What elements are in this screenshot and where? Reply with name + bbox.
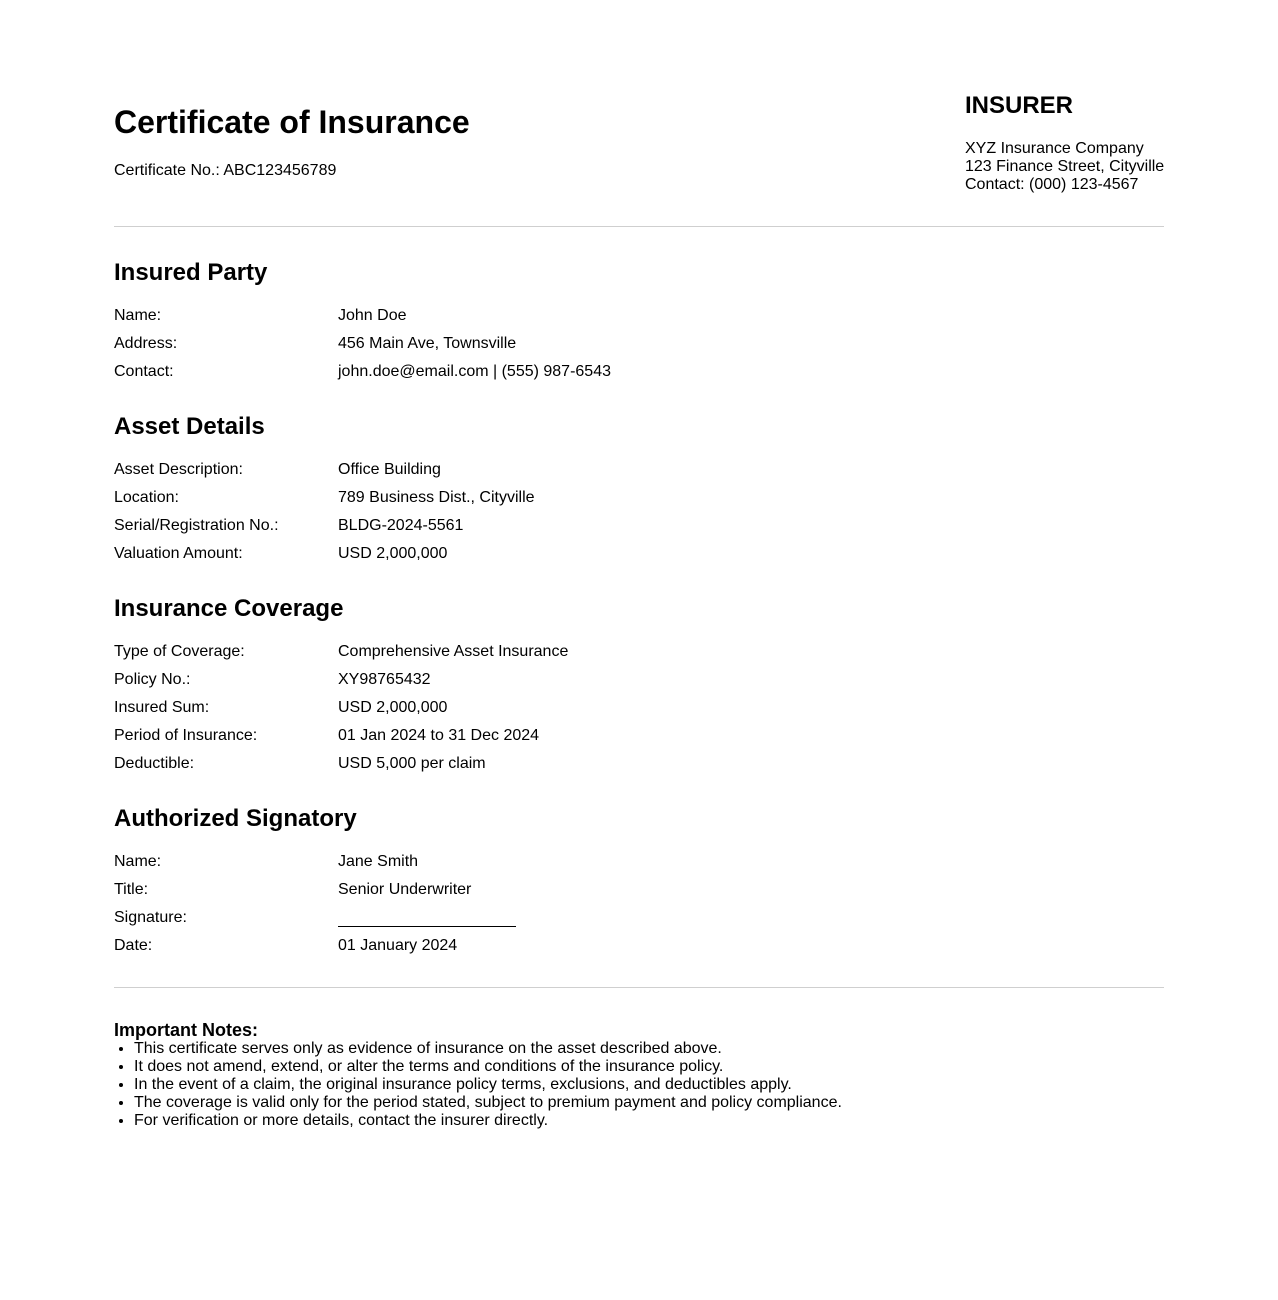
field-row xyxy=(114,881,1164,909)
signature-date: 01 January 2024 xyxy=(338,937,458,954)
certificate-header xyxy=(114,0,1164,227)
field-value: USD 2,000,000 xyxy=(338,699,448,716)
field-label: Name: xyxy=(114,853,162,870)
field-label: Asset Description: xyxy=(114,461,243,478)
divider xyxy=(114,987,1164,988)
insurer-name: XYZ Insurance Company xyxy=(965,140,1144,157)
signatory-title: Senior Underwriter xyxy=(338,881,472,898)
asset-details-fields xyxy=(114,461,1164,573)
field-label: Contact: xyxy=(114,363,174,380)
field-label: Location: xyxy=(114,489,179,506)
field-value: 01 Jan 2024 to 31 Dec 2024 xyxy=(338,727,540,744)
field-row xyxy=(114,461,1164,489)
field-label: Policy No.: xyxy=(114,671,191,688)
field-row xyxy=(114,755,1164,783)
field-label: Valuation Amount: xyxy=(114,545,243,562)
section-title: Authorized Signatory xyxy=(114,805,357,832)
field-value: john.doe@email.com | (555) 987-6543 xyxy=(338,363,611,380)
field-value: 456 Main Ave, Townsville xyxy=(338,335,517,352)
authorized-signatory-section xyxy=(114,805,1164,965)
notes-list xyxy=(114,1040,1164,1130)
list-item: • It does not amend, extend, or alter the terms and conditions of the insurance policy. xyxy=(134,1058,1164,1076)
field-row xyxy=(114,853,1164,881)
section-title: Insured Party xyxy=(114,259,268,286)
field-label: Signature: xyxy=(114,909,187,926)
field-label: Insured Sum: xyxy=(114,699,210,716)
field-row xyxy=(114,909,1164,937)
insured-party-fields xyxy=(114,307,1164,391)
signatory-fields xyxy=(114,853,1164,965)
insurer-heading: INSURER xyxy=(965,92,1074,119)
field-value: USD 2,000,000 xyxy=(338,545,448,562)
field-value: BLDG-2024-5561 xyxy=(338,517,464,534)
insurer-details xyxy=(965,140,1164,194)
field-label: Address: xyxy=(114,335,178,352)
field-row xyxy=(114,671,1164,699)
field-value: Comprehensive Asset Insurance xyxy=(338,643,569,660)
signature-line xyxy=(338,909,516,937)
field-label: Serial/Registration No.: xyxy=(114,517,279,534)
field-label: Name: xyxy=(114,307,162,324)
field-value: USD 5,000 per claim xyxy=(338,755,486,772)
field-row xyxy=(114,937,1164,965)
certificate-document xyxy=(114,0,1165,1129)
field-row xyxy=(114,699,1164,727)
asset-details-section xyxy=(114,413,1164,573)
section-title: Insurance Coverage xyxy=(114,595,344,622)
insured-party-section xyxy=(114,259,1164,391)
field-value: 789 Business Dist., Cityville xyxy=(338,489,535,506)
field-row xyxy=(114,307,1164,335)
field-label: Type of Coverage: xyxy=(114,643,245,660)
list-item: • This certificate serves only as evidence of insurance on the asset described above. xyxy=(134,1040,1164,1058)
insurer-contact: Contact: (000) 123-4567 xyxy=(965,176,1139,193)
important-notes xyxy=(114,1020,1164,1130)
field-label: Title: xyxy=(114,881,149,898)
document-title: Certificate of Insurance xyxy=(114,104,470,140)
coverage-fields xyxy=(114,643,1164,783)
field-value: XY98765432 xyxy=(338,671,431,688)
signatory-name: Jane Smith xyxy=(338,853,419,870)
field-row xyxy=(114,545,1164,573)
section-title: Asset Details xyxy=(114,413,265,440)
list-item: • For verification or more details, contact the insurer directly. xyxy=(134,1112,1164,1130)
insurer-block xyxy=(965,92,1164,194)
field-label: Date: xyxy=(114,937,153,954)
field-row xyxy=(114,489,1164,517)
field-row xyxy=(114,643,1164,671)
certificate-number: Certificate No.: ABC123456789 xyxy=(114,162,337,179)
list-item: • In the event of a claim, the original insurance policy terms, exclusions, and deductibles apply. xyxy=(134,1076,1164,1094)
insurer-address: 123 Finance Street, Cityville xyxy=(965,158,1165,175)
notes-title: Important Notes: xyxy=(114,1020,258,1040)
field-value: Office Building xyxy=(338,461,441,478)
field-row xyxy=(114,335,1164,363)
field-value: John Doe xyxy=(338,307,407,324)
field-label: Deductible: xyxy=(114,755,195,772)
field-row xyxy=(114,517,1164,545)
field-row xyxy=(114,727,1164,755)
list-item: • The coverage is valid only for the period stated, subject to premium payment and policy compliance. xyxy=(134,1094,1164,1112)
field-label: Period of Insurance: xyxy=(114,727,258,744)
field-row xyxy=(114,363,1164,391)
signature-underline xyxy=(338,909,516,927)
insurance-coverage-section xyxy=(114,595,1164,783)
